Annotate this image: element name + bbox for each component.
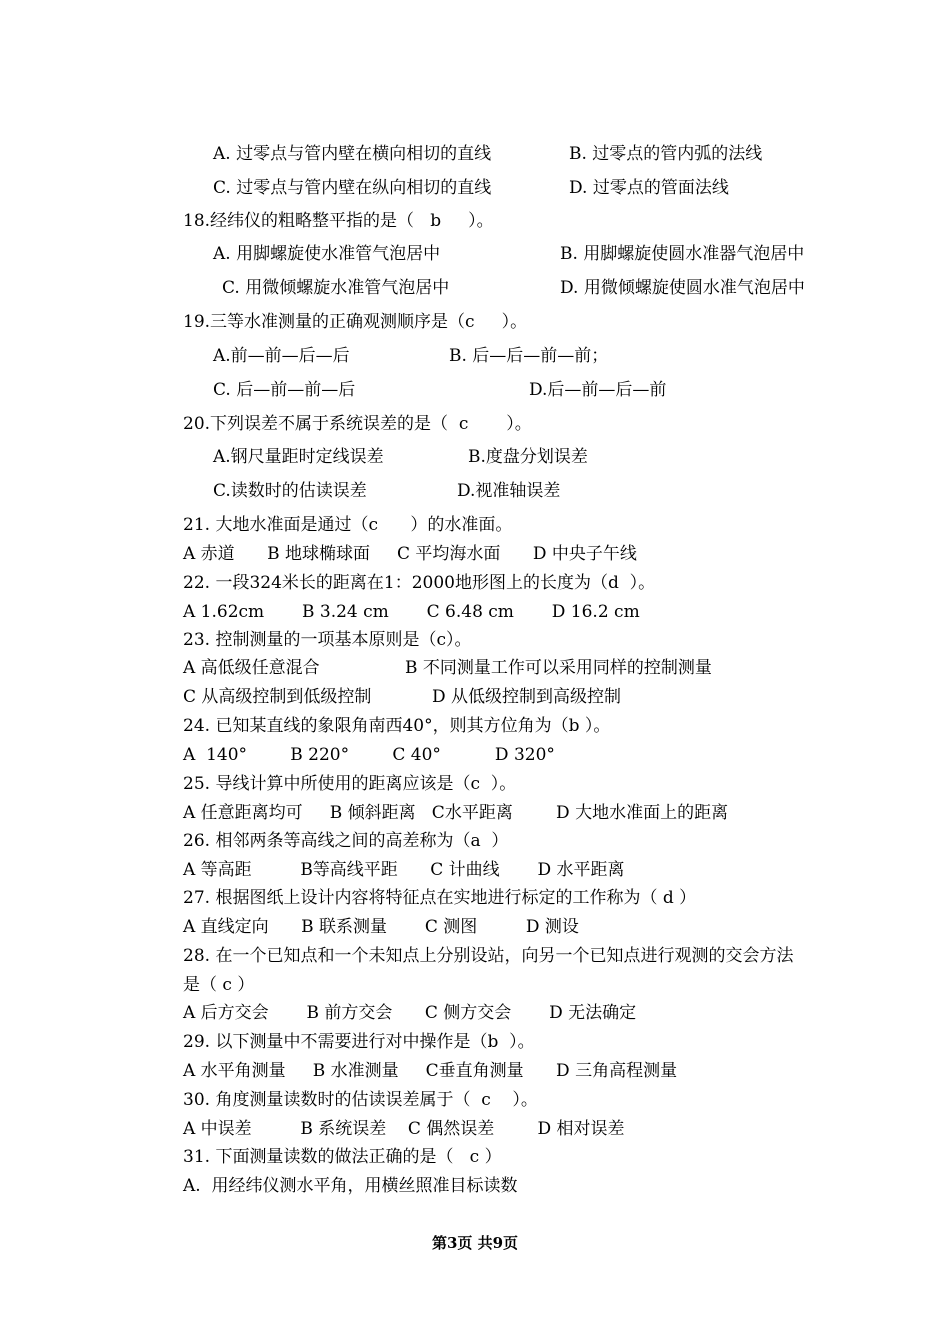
- q21-options: A 赤道 B 地球椭球面 C 平均海水面 D 中央子午线: [183, 544, 637, 564]
- q30-stem: 30. 角度测量读数时的估读误差属于（ c ）。: [183, 1090, 538, 1110]
- q20-stem: 20.下列误差不属于系统误差的是（ c ）。: [183, 414, 532, 434]
- q17-option-c: C. 过零点与管内壁在纵向相切的直线: [213, 178, 492, 198]
- q25-stem: 25. 导线计算中所使用的距离应该是（c ）。: [183, 774, 517, 794]
- q26-options: A 等高距 B等高线平距 C 计曲线 D 水平距离: [183, 860, 625, 880]
- q23-option-b: B 不同测量工作可以采用同样的控制测量: [405, 658, 712, 678]
- q23-option-d: D 从低级控制到高级控制: [432, 687, 622, 707]
- q18-option-c: C. 用微倾螺旋水准管气泡居中: [222, 278, 450, 298]
- q23-option-c: C 从高级控制到低级控制: [183, 687, 372, 707]
- q27-options: A 直线定向 B 联系测量 C 测图 D 测设: [183, 917, 579, 937]
- q19-option-c: C. 后—前—前—后: [213, 380, 356, 400]
- q28-stem-line2: 是（ c ）: [183, 975, 255, 995]
- q19-option-b: B. 后—后—前—前；: [449, 346, 609, 366]
- q22-stem: 22. 一段324米长的距离在1：2000地形图上的长度为（d ）。: [183, 573, 656, 593]
- q26-stem: 26. 相邻两条等高线之间的高差称为（a ）: [183, 831, 509, 851]
- q24-options: A 140° B 220° C 40° D 320°: [183, 745, 555, 765]
- q20-option-c: C.读数时的估读误差: [213, 481, 367, 501]
- q25-options: A 任意距离均可 B 倾斜距离 C水平距离 D 大地水准面上的距离: [183, 803, 729, 823]
- q29-stem: 29. 以下测量中不需要进行对中操作是（b ）。: [183, 1032, 535, 1052]
- q20-option-d: D.视准轴误差: [457, 481, 561, 501]
- q17-option-d: D. 过零点的管面法线: [569, 178, 729, 198]
- q20-option-a: A.钢尺量距时定线误差: [213, 447, 384, 467]
- q18-option-d: D. 用微倾螺旋使圆水准气泡居中: [560, 278, 805, 298]
- q29-options: A 水平角测量 B 水准测量 C垂直角测量 D 三角高程测量: [183, 1061, 678, 1081]
- q31-option-a: A. 用经纬仪测水平角，用横丝照准目标读数: [183, 1176, 518, 1196]
- q18-stem: 18.经纬仪的粗略整平指的是（ b ）。: [183, 211, 494, 231]
- q20-option-b: B.度盘分划误差: [468, 447, 588, 467]
- q24-stem: 24. 已知某直线的象限角南西40°，则其方位角为（b ）。: [183, 716, 611, 736]
- q22-options: A 1.62cm B 3.24 cm C 6.48 cm D 16.2 cm: [183, 602, 640, 622]
- q27-stem: 27. 根据图纸上设计内容将特征点在实地进行标定的工作称为（ d ）: [183, 888, 697, 908]
- q31-stem: 31. 下面测量读数的做法正确的是（ c ）: [183, 1147, 502, 1167]
- q23-option-a: A 高低级任意混合: [183, 658, 320, 678]
- q19-option-a: A.前—前—后—后: [213, 346, 350, 366]
- q17-option-b: B. 过零点的管内弧的法线: [569, 144, 763, 164]
- q18-option-b: B. 用脚螺旋使圆水准器气泡居中: [560, 244, 805, 264]
- q18-option-a: A. 用脚螺旋使水准管气泡居中: [213, 244, 441, 264]
- q21-stem: 21. 大地水准面是通过（c ）的水准面。: [183, 515, 513, 535]
- q28-options: A 后方交会 B 前方交会 C 侧方交会 D 无法确定: [183, 1003, 637, 1023]
- q19-option-d: D.后—前—后—前: [529, 380, 667, 400]
- q19-stem: 19.三等水准测量的正确观测顺序是（c ）。: [183, 312, 528, 332]
- q23-stem: 23. 控制测量的一项基本原则是（c）。: [183, 630, 472, 650]
- q28-stem-line1: 28. 在一个已知点和一个未知点上分别设站，向另一个已知点进行观测的交会方法: [183, 946, 794, 966]
- q30-options: A 中误差 B 系统误差 C 偶然误差 D 相对误差: [183, 1119, 625, 1139]
- page-footer: 第3页 共9页: [431, 1234, 519, 1252]
- q17-option-a: A. 过零点与管内壁在横向相切的直线: [213, 144, 492, 164]
